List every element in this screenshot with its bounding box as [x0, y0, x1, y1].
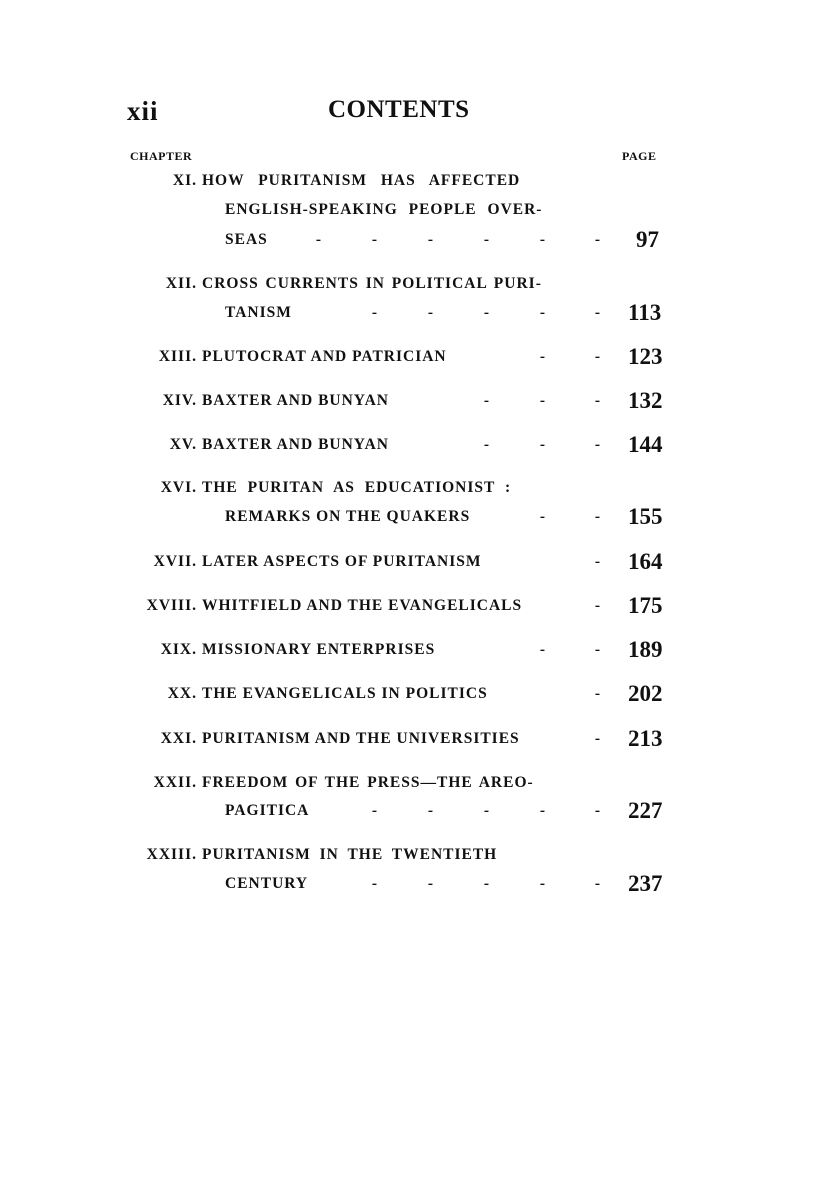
leader-dash: - — [539, 641, 547, 658]
page-ref: 155 — [628, 504, 663, 529]
leader-dash: - — [594, 508, 602, 525]
leader-dash: - — [594, 597, 602, 614]
leader-dash: - — [594, 641, 602, 658]
chapter-column-label: CHAPTER — [130, 149, 193, 163]
page-ref: 175 — [628, 593, 663, 618]
chapter-title-line: CROSS CURRENTS IN POLITICAL PURI- — [202, 275, 542, 292]
leader-dash: - — [371, 304, 379, 321]
chapter-number: XIV. — [162, 392, 197, 409]
leader-dash: - — [594, 553, 602, 570]
chapter-title-line: LATER ASPECTS OF PURITANISM — [202, 553, 482, 570]
leader-dash: - — [371, 231, 379, 248]
leader-dash: - — [427, 231, 435, 248]
leader-dash: - — [594, 730, 602, 747]
leader-dash: - — [427, 304, 435, 321]
leader-dash: - — [483, 392, 491, 409]
chapter-number: XIX. — [160, 641, 197, 658]
page-ref: 189 — [628, 637, 663, 662]
leader-dash: - — [594, 802, 602, 819]
leader-dash: - — [539, 875, 547, 892]
leader-dash: - — [483, 436, 491, 453]
chapter-title-line: PLUTOCRAT AND PATRICIAN — [202, 348, 447, 365]
leader-dash: - — [539, 802, 547, 819]
chapter-title-line: SEAS — [225, 231, 268, 248]
chapter-title-line: BAXTER AND BUNYAN — [202, 392, 389, 409]
chapter-number: XVIII. — [146, 597, 197, 614]
leader-dash: - — [371, 802, 379, 819]
leader-dash: - — [594, 392, 602, 409]
chapter-title-line: PAGITICA — [225, 802, 310, 819]
leader-dash: - — [483, 231, 491, 248]
leader-dash: - — [539, 436, 547, 453]
chapter-number: XVI. — [160, 479, 197, 496]
chapter-title-line: MISSIONARY ENTERPRISES — [202, 641, 436, 658]
chapter-title-line: TANISM — [225, 304, 292, 321]
page-number: xii — [127, 96, 159, 126]
chapter-title-line: CENTURY — [225, 875, 309, 892]
page-ref: 113 — [628, 300, 662, 325]
leader-dash: - — [539, 392, 547, 409]
page-column-label: PAGE — [622, 149, 657, 163]
chapter-title-line: REMARKS ON THE QUAKERS — [225, 508, 471, 525]
leader-dash: - — [594, 348, 602, 365]
leader-dash: - — [594, 685, 602, 702]
chapter-title-line: WHITFIELD AND THE EVANGELICALS — [202, 597, 523, 614]
running-head: CONTENTS — [328, 96, 470, 123]
chapter-number: XVII. — [153, 553, 197, 570]
page-ref: 237 — [628, 871, 663, 896]
leader-dash: - — [371, 875, 379, 892]
page-ref: 144 — [628, 432, 663, 457]
leader-dash: - — [594, 436, 602, 453]
page-ref: 227 — [628, 798, 663, 823]
chapter-number: XIII. — [158, 348, 197, 365]
leader-dash: - — [594, 231, 602, 248]
leader-dash: - — [483, 802, 491, 819]
chapter-number: XII. — [165, 275, 197, 292]
chapter-title-line: HOW PURITANISM HAS AFFECTED — [202, 172, 521, 189]
chapter-number: XX. — [167, 685, 197, 702]
leader-dash: - — [594, 875, 602, 892]
leader-dash: - — [539, 508, 547, 525]
chapter-number: XXIII. — [146, 846, 197, 863]
chapter-title-line: THE PURITAN AS EDUCATIONIST : — [202, 479, 512, 496]
leader-dash: - — [427, 802, 435, 819]
leader-dash: - — [539, 231, 547, 248]
chapter-number: XV. — [169, 436, 197, 453]
chapter-number: XXII. — [153, 774, 197, 791]
page-ref: 123 — [628, 344, 663, 369]
chapter-title-line: ENGLISH-SPEAKING PEOPLE OVER- — [225, 201, 543, 218]
chapter-title-line: BAXTER AND BUNYAN — [202, 436, 389, 453]
chapter-title-line: THE EVANGELICALS IN POLITICS — [202, 685, 488, 702]
page-ref: 202 — [628, 681, 663, 706]
page-ref: 213 — [628, 726, 663, 751]
leader-dash: - — [539, 304, 547, 321]
page-ref: 97 — [636, 227, 659, 252]
chapter-title-line: PURITANISM AND THE UNIVERSITIES — [202, 730, 520, 747]
page-ref: 164 — [628, 549, 663, 574]
leader-dash: - — [594, 304, 602, 321]
leader-dash: - — [427, 875, 435, 892]
chapter-title-line: FREEDOM OF THE PRESS—THE AREO- — [202, 774, 534, 791]
chapter-title-line: PURITANISM IN THE TWENTIETH — [202, 846, 498, 863]
leader-dash: - — [483, 875, 491, 892]
page-ref: 132 — [628, 388, 663, 413]
leader-dash: - — [539, 348, 547, 365]
leader-dash: - — [315, 231, 323, 248]
chapter-number: XI. — [172, 172, 197, 189]
chapter-number: XXI. — [160, 730, 197, 747]
leader-dash: - — [483, 304, 491, 321]
